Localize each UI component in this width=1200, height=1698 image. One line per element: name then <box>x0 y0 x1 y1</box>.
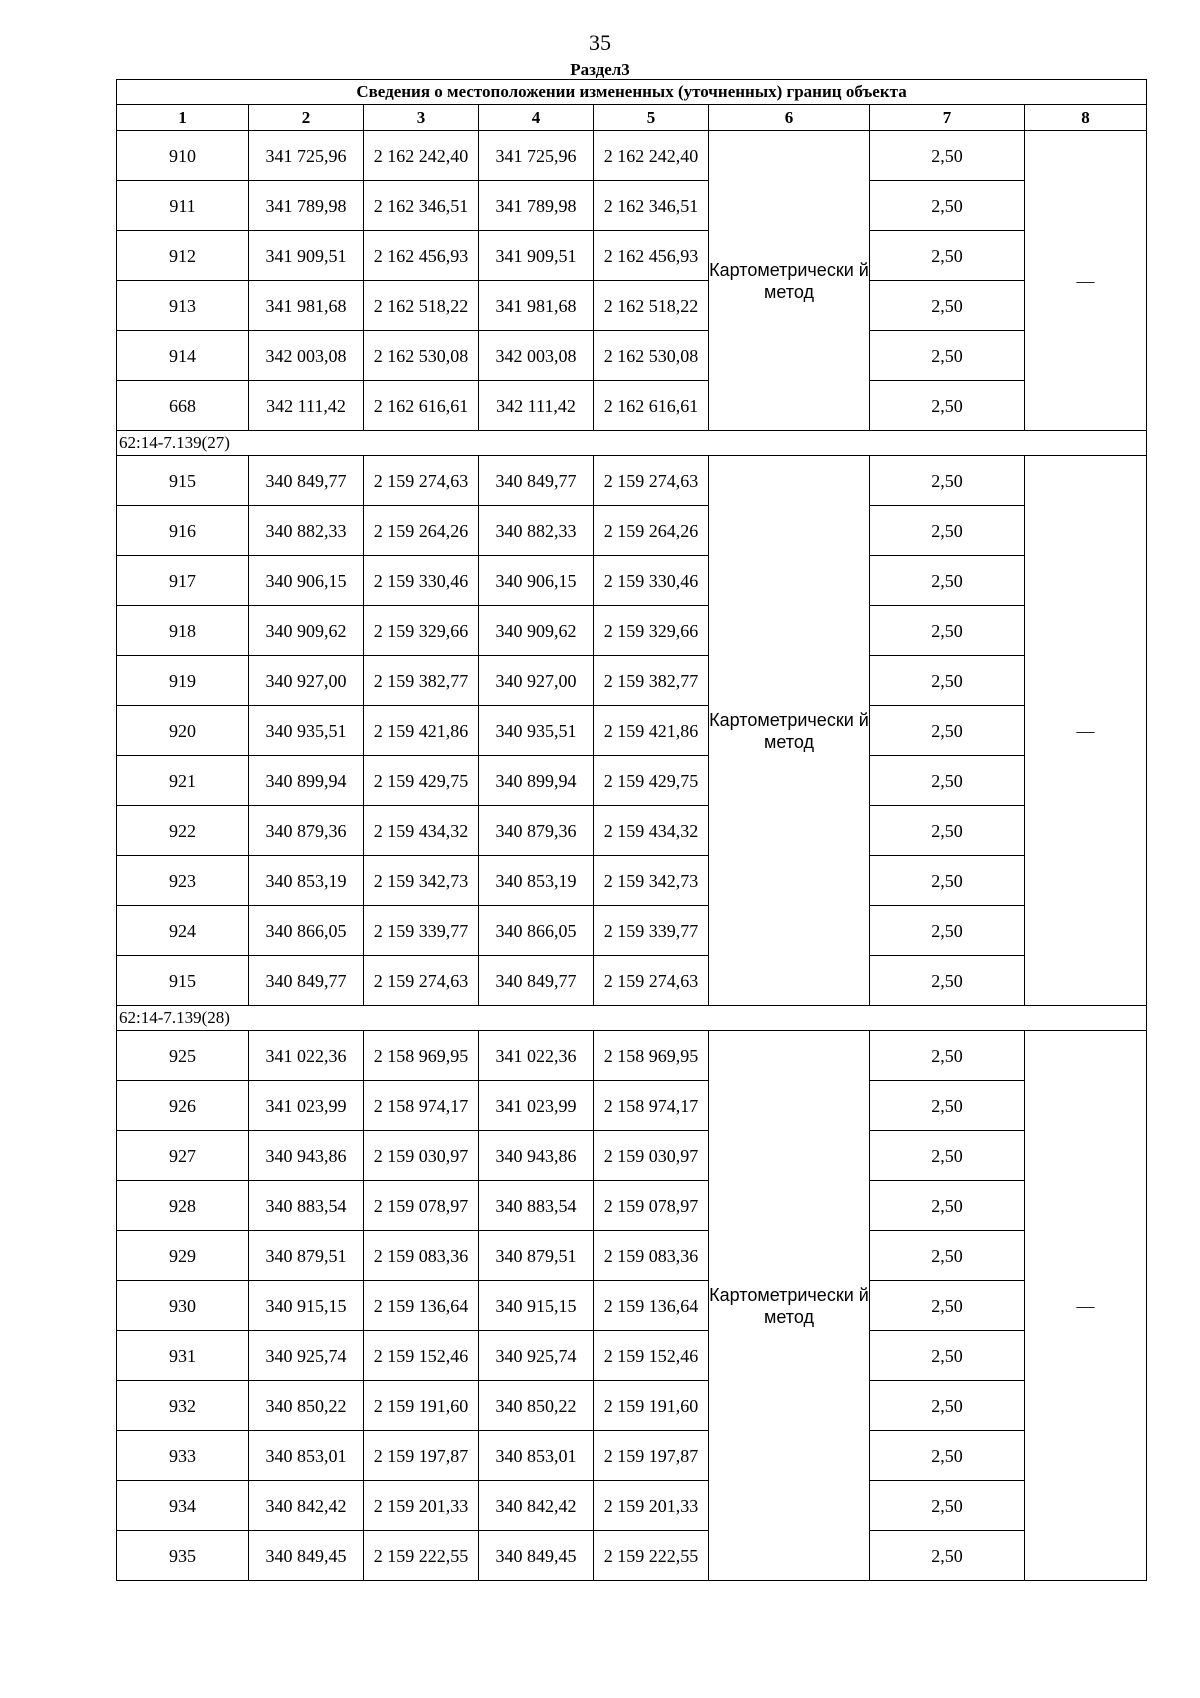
precision-cell: 2,50 <box>870 331 1025 381</box>
y-new-cell: 2 158 969,95 <box>594 1031 709 1081</box>
x-new-cell: 340 866,05 <box>479 906 594 956</box>
y-new-cell: 2 162 456,93 <box>594 231 709 281</box>
y-new-cell: 2 159 429,75 <box>594 756 709 806</box>
x-old-cell: 340 883,54 <box>249 1181 364 1231</box>
y-old-cell: 2 159 222,55 <box>364 1531 479 1581</box>
x-new-cell: 340 849,45 <box>479 1531 594 1581</box>
y-new-cell: 2 159 434,32 <box>594 806 709 856</box>
column-header: 6 <box>709 105 870 131</box>
y-old-cell: 2 159 030,97 <box>364 1131 479 1181</box>
precision-cell: 2,50 <box>870 1481 1025 1531</box>
y-new-cell: 2 162 518,22 <box>594 281 709 331</box>
y-old-cell: 2 162 518,22 <box>364 281 479 331</box>
table-row <box>117 606 1147 656</box>
y-old-cell: 2 158 969,95 <box>364 1031 479 1081</box>
point-number-cell: 912 <box>117 231 249 281</box>
precision-cell: 2,50 <box>870 1381 1025 1431</box>
table-row <box>117 706 1147 756</box>
y-new-cell: 2 159 421,86 <box>594 706 709 756</box>
method-cell: Картометрически й метод <box>709 131 870 431</box>
y-new-cell: 2 159 330,46 <box>594 556 709 606</box>
y-new-cell: 2 159 342,73 <box>594 856 709 906</box>
x-old-cell: 342 003,08 <box>249 331 364 381</box>
point-number-cell: 915 <box>117 456 249 506</box>
column-header: 7 <box>870 105 1025 131</box>
x-old-cell: 340 915,15 <box>249 1281 364 1331</box>
table-title: Сведения о местоположении измененных (уточненных) границ объекта <box>117 80 1147 105</box>
y-old-cell: 2 159 421,86 <box>364 706 479 756</box>
table-row <box>117 1131 1147 1181</box>
table-row <box>117 956 1147 1006</box>
x-old-cell: 340 909,62 <box>249 606 364 656</box>
y-new-cell: 2 159 274,63 <box>594 956 709 1006</box>
table-row <box>117 656 1147 706</box>
point-number-cell: 924 <box>117 906 249 956</box>
x-new-cell: 341 023,99 <box>479 1081 594 1131</box>
y-old-cell: 2 158 974,17 <box>364 1081 479 1131</box>
precision-cell: 2,50 <box>870 706 1025 756</box>
y-old-cell: 2 162 346,51 <box>364 181 479 231</box>
note-cell: — <box>1025 131 1147 431</box>
table-row <box>117 506 1147 556</box>
x-new-cell: 341 981,68 <box>479 281 594 331</box>
table-row <box>117 1531 1147 1581</box>
point-number-cell: 931 <box>117 1331 249 1381</box>
y-old-cell: 2 159 201,33 <box>364 1481 479 1531</box>
precision-cell: 2,50 <box>870 556 1025 606</box>
precision-cell: 2,50 <box>870 1031 1025 1081</box>
group-label-row <box>117 1006 1147 1031</box>
group-label: 62:14-7.139(27) <box>117 431 1147 456</box>
y-old-cell: 2 159 274,63 <box>364 456 479 506</box>
x-new-cell: 340 906,15 <box>479 556 594 606</box>
column-header: 2 <box>249 105 364 131</box>
y-new-cell: 2 162 530,08 <box>594 331 709 381</box>
point-number-cell: 919 <box>117 656 249 706</box>
column-header: 3 <box>364 105 479 131</box>
table-row <box>117 1231 1147 1281</box>
point-number-cell: 932 <box>117 1381 249 1431</box>
y-new-cell: 2 159 339,77 <box>594 906 709 956</box>
point-number-cell: 925 <box>117 1031 249 1081</box>
point-number-cell: 918 <box>117 606 249 656</box>
x-old-cell: 340 927,00 <box>249 656 364 706</box>
precision-cell: 2,50 <box>870 381 1025 431</box>
y-new-cell: 2 159 078,97 <box>594 1181 709 1231</box>
point-number-cell: 935 <box>117 1531 249 1581</box>
table-row <box>117 281 1147 331</box>
point-number-cell: 926 <box>117 1081 249 1131</box>
table-row <box>117 181 1147 231</box>
table-row <box>117 331 1147 381</box>
table-row <box>117 1381 1147 1431</box>
y-new-cell: 2 162 616,61 <box>594 381 709 431</box>
x-new-cell: 340 927,00 <box>479 656 594 706</box>
y-old-cell: 2 159 429,75 <box>364 756 479 806</box>
table-row <box>117 1431 1147 1481</box>
x-old-cell: 340 882,33 <box>249 506 364 556</box>
x-new-cell: 340 879,36 <box>479 806 594 856</box>
y-new-cell: 2 159 083,36 <box>594 1231 709 1281</box>
table-row <box>117 856 1147 906</box>
point-number-cell: 923 <box>117 856 249 906</box>
y-new-cell: 2 159 030,97 <box>594 1131 709 1181</box>
column-header: 1 <box>117 105 249 131</box>
y-new-cell: 2 159 264,26 <box>594 506 709 556</box>
x-old-cell: 340 879,36 <box>249 806 364 856</box>
point-number-cell: 915 <box>117 956 249 1006</box>
x-old-cell: 340 899,94 <box>249 756 364 806</box>
x-old-cell: 340 925,74 <box>249 1331 364 1381</box>
y-old-cell: 2 159 382,77 <box>364 656 479 706</box>
table-row <box>117 1181 1147 1231</box>
y-old-cell: 2 162 616,61 <box>364 381 479 431</box>
section-title: Раздел3 <box>570 60 630 79</box>
x-new-cell: 341 725,96 <box>479 131 594 181</box>
y-new-cell: 2 159 201,33 <box>594 1481 709 1531</box>
x-old-cell: 341 022,36 <box>249 1031 364 1081</box>
y-new-cell: 2 159 136,64 <box>594 1281 709 1331</box>
y-new-cell: 2 159 382,77 <box>594 656 709 706</box>
precision-cell: 2,50 <box>870 281 1025 331</box>
x-old-cell: 342 111,42 <box>249 381 364 431</box>
precision-cell: 2,50 <box>870 806 1025 856</box>
x-new-cell: 341 789,98 <box>479 181 594 231</box>
x-new-cell: 342 111,42 <box>479 381 594 431</box>
point-number-cell: 921 <box>117 756 249 806</box>
y-new-cell: 2 159 191,60 <box>594 1381 709 1431</box>
note-cell: — <box>1025 456 1147 1006</box>
x-new-cell: 340 882,33 <box>479 506 594 556</box>
column-header: 8 <box>1025 105 1147 131</box>
column-header: 5 <box>594 105 709 131</box>
precision-cell: 2,50 <box>870 456 1025 506</box>
table-row <box>117 131 1147 181</box>
x-new-cell: 342 003,08 <box>479 331 594 381</box>
point-number-cell: 911 <box>117 181 249 231</box>
point-number-cell: 933 <box>117 1431 249 1481</box>
coordinates-table-container <box>116 79 1146 1581</box>
x-new-cell: 341 909,51 <box>479 231 594 281</box>
precision-cell: 2,50 <box>870 606 1025 656</box>
note-cell: — <box>1025 1031 1147 1581</box>
y-old-cell: 2 159 264,26 <box>364 506 479 556</box>
x-new-cell: 340 935,51 <box>479 706 594 756</box>
x-new-cell: 340 842,42 <box>479 1481 594 1531</box>
precision-cell: 2,50 <box>870 1181 1025 1231</box>
method-cell: Картометрически й метод <box>709 1031 870 1581</box>
precision-cell: 2,50 <box>870 1131 1025 1181</box>
x-old-cell: 340 849,45 <box>249 1531 364 1581</box>
point-number-cell: 916 <box>117 506 249 556</box>
point-number-cell: 668 <box>117 381 249 431</box>
point-number-cell: 930 <box>117 1281 249 1331</box>
y-old-cell: 2 162 242,40 <box>364 131 479 181</box>
y-new-cell: 2 159 274,63 <box>594 456 709 506</box>
point-number-cell: 914 <box>117 331 249 381</box>
point-number-cell: 910 <box>117 131 249 181</box>
table-row <box>117 456 1147 506</box>
y-old-cell: 2 159 434,32 <box>364 806 479 856</box>
table-row <box>117 231 1147 281</box>
y-new-cell: 2 159 222,55 <box>594 1531 709 1581</box>
method-cell: Картометрически й метод <box>709 456 870 1006</box>
page-number: 35 <box>589 30 611 55</box>
table-row <box>117 1281 1147 1331</box>
x-old-cell: 341 909,51 <box>249 231 364 281</box>
precision-cell: 2,50 <box>870 856 1025 906</box>
precision-cell: 2,50 <box>870 1231 1025 1281</box>
y-old-cell: 2 159 191,60 <box>364 1381 479 1431</box>
x-new-cell: 340 853,19 <box>479 856 594 906</box>
table-row <box>117 1081 1147 1131</box>
x-new-cell: 340 909,62 <box>479 606 594 656</box>
point-number-cell: 920 <box>117 706 249 756</box>
point-number-cell: 929 <box>117 1231 249 1281</box>
x-old-cell: 340 943,86 <box>249 1131 364 1181</box>
point-number-cell: 927 <box>117 1131 249 1181</box>
table-row <box>117 1031 1147 1081</box>
x-old-cell: 341 023,99 <box>249 1081 364 1131</box>
group-label: 62:14-7.139(28) <box>117 1006 1147 1031</box>
y-old-cell: 2 159 136,64 <box>364 1281 479 1331</box>
x-old-cell: 340 850,22 <box>249 1381 364 1431</box>
x-old-cell: 340 879,51 <box>249 1231 364 1281</box>
precision-cell: 2,50 <box>870 131 1025 181</box>
point-number-cell: 922 <box>117 806 249 856</box>
y-new-cell: 2 162 346,51 <box>594 181 709 231</box>
x-new-cell: 341 022,36 <box>479 1031 594 1081</box>
x-old-cell: 340 853,19 <box>249 856 364 906</box>
y-new-cell: 2 158 974,17 <box>594 1081 709 1131</box>
precision-cell: 2,50 <box>870 1281 1025 1331</box>
y-old-cell: 2 162 456,93 <box>364 231 479 281</box>
column-header-row <box>117 105 1147 131</box>
x-new-cell: 340 899,94 <box>479 756 594 806</box>
precision-cell: 2,50 <box>870 1431 1025 1481</box>
table-row <box>117 556 1147 606</box>
table-row <box>117 806 1147 856</box>
y-new-cell: 2 159 197,87 <box>594 1431 709 1481</box>
precision-cell: 2,50 <box>870 231 1025 281</box>
x-old-cell: 340 853,01 <box>249 1431 364 1481</box>
y-old-cell: 2 159 083,36 <box>364 1231 479 1281</box>
y-old-cell: 2 159 330,46 <box>364 556 479 606</box>
y-old-cell: 2 159 152,46 <box>364 1331 479 1381</box>
y-old-cell: 2 159 078,97 <box>364 1181 479 1231</box>
x-old-cell: 341 981,68 <box>249 281 364 331</box>
x-old-cell: 340 935,51 <box>249 706 364 756</box>
x-old-cell: 340 866,05 <box>249 906 364 956</box>
y-old-cell: 2 159 197,87 <box>364 1431 479 1481</box>
precision-cell: 2,50 <box>870 1531 1025 1581</box>
table-row <box>117 1481 1147 1531</box>
group-label-row <box>117 431 1147 456</box>
table-title-row <box>117 80 1147 105</box>
x-old-cell: 340 842,42 <box>249 1481 364 1531</box>
x-new-cell: 340 849,77 <box>479 956 594 1006</box>
precision-cell: 2,50 <box>870 1081 1025 1131</box>
point-number-cell: 913 <box>117 281 249 331</box>
x-old-cell: 340 849,77 <box>249 956 364 1006</box>
x-old-cell: 340 906,15 <box>249 556 364 606</box>
precision-cell: 2,50 <box>870 181 1025 231</box>
table-row <box>117 756 1147 806</box>
x-old-cell: 341 789,98 <box>249 181 364 231</box>
coordinates-table <box>116 79 1147 1581</box>
y-new-cell: 2 162 242,40 <box>594 131 709 181</box>
precision-cell: 2,50 <box>870 656 1025 706</box>
x-new-cell: 340 853,01 <box>479 1431 594 1481</box>
precision-cell: 2,50 <box>870 1331 1025 1381</box>
y-old-cell: 2 159 339,77 <box>364 906 479 956</box>
x-new-cell: 340 883,54 <box>479 1181 594 1231</box>
x-new-cell: 340 879,51 <box>479 1231 594 1281</box>
point-number-cell: 934 <box>117 1481 249 1531</box>
table-row <box>117 381 1147 431</box>
precision-cell: 2,50 <box>870 506 1025 556</box>
x-new-cell: 340 849,77 <box>479 456 594 506</box>
point-number-cell: 917 <box>117 556 249 606</box>
x-new-cell: 340 925,74 <box>479 1331 594 1381</box>
y-new-cell: 2 159 329,66 <box>594 606 709 656</box>
y-old-cell: 2 159 329,66 <box>364 606 479 656</box>
point-number-cell: 928 <box>117 1181 249 1231</box>
column-header: 4 <box>479 105 594 131</box>
y-old-cell: 2 159 274,63 <box>364 956 479 1006</box>
y-old-cell: 2 159 342,73 <box>364 856 479 906</box>
x-old-cell: 341 725,96 <box>249 131 364 181</box>
y-new-cell: 2 159 152,46 <box>594 1331 709 1381</box>
x-new-cell: 340 943,86 <box>479 1131 594 1181</box>
table-row <box>117 1331 1147 1381</box>
y-old-cell: 2 162 530,08 <box>364 331 479 381</box>
table-row <box>117 906 1147 956</box>
precision-cell: 2,50 <box>870 956 1025 1006</box>
x-old-cell: 340 849,77 <box>249 456 364 506</box>
precision-cell: 2,50 <box>870 756 1025 806</box>
precision-cell: 2,50 <box>870 906 1025 956</box>
x-new-cell: 340 915,15 <box>479 1281 594 1331</box>
x-new-cell: 340 850,22 <box>479 1381 594 1431</box>
